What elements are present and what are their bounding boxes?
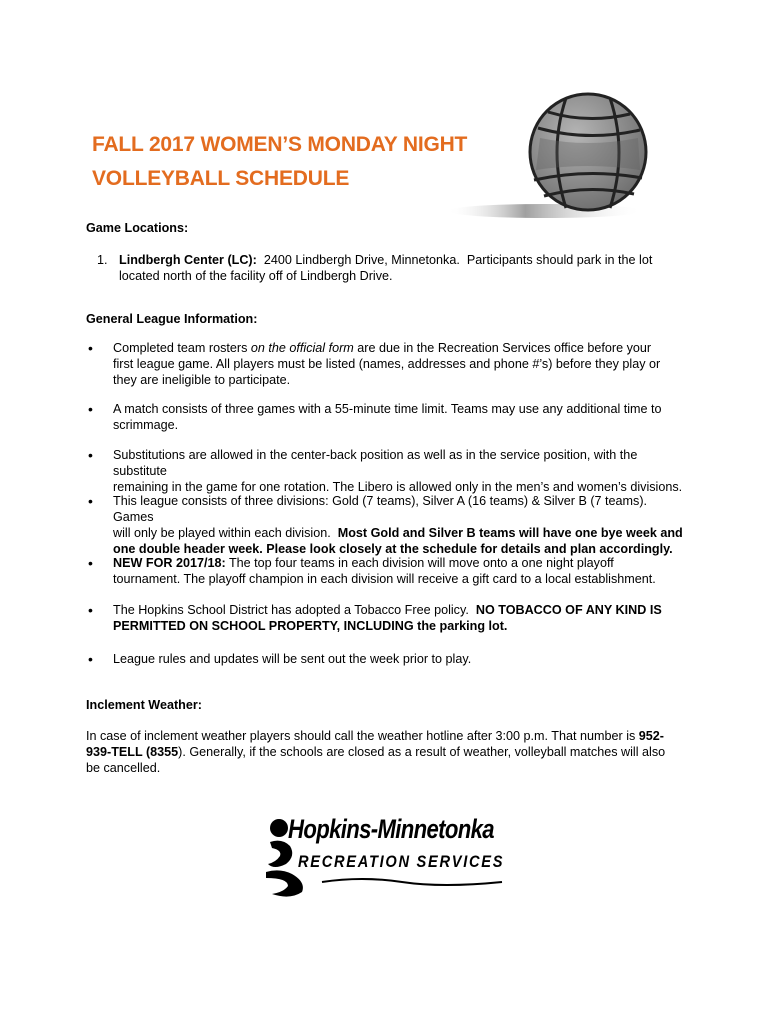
text: tournament. The playoff champion in each division will receive a gift card to a local establishment.: [113, 572, 656, 586]
bullet-icon: •: [88, 340, 93, 356]
text: In case of inclement weather players should call the weather hotline after 3:00 p.m. That number is: [86, 729, 639, 743]
text: League rules and updates will be sent out the week prior to play.: [113, 652, 472, 666]
text: The top four teams in each division will move onto a one night playoff: [225, 556, 614, 570]
list-item-rosters: [88, 340, 688, 388]
list-item-divisions: [88, 493, 688, 557]
title-line-1: FALL 2017 WOMEN’S MONDAY NIGHT: [92, 133, 468, 156]
text: A match consists of three games with a 55-minute time limit. Teams may use any additional time to: [113, 402, 662, 416]
general-info-heading: General League Information:: [86, 312, 258, 326]
location-address: 2400 Lindbergh Drive, Minnetonka. Participants should park in the lot: [256, 253, 653, 267]
text: The Hopkins School District has adopted a Tobacco Free policy.: [113, 603, 476, 617]
text: ). Generally, if the schools are closed as a result of weather, volleyball matches will also: [178, 745, 666, 759]
text: are due in the Recreation Services office before your: [353, 341, 652, 355]
location-number: 1.: [97, 253, 108, 267]
text: Completed team rosters: [113, 341, 251, 355]
list-item-match: [88, 401, 688, 433]
text: remaining in the game for one rotation. The Libero is allowed only in the men’s and women’s divisions.: [113, 480, 683, 494]
text: they are ineligible to participate.: [113, 373, 291, 387]
text-bold: NEW FOR 2017/18:: [113, 556, 226, 570]
text: be cancelled.: [86, 761, 161, 775]
text: will only be played within each division.: [113, 526, 338, 540]
game-locations-heading: Game Locations:: [86, 221, 189, 235]
list-item-tobacco: [88, 602, 688, 634]
list-item-league-rules: [88, 651, 688, 667]
bullet-icon: •: [88, 447, 93, 463]
location-name: Lindbergh Center (LC):: [119, 253, 257, 267]
text-bold: NO TOBACCO OF ANY KIND IS: [475, 603, 662, 617]
text-bold: one double header week. Please look closely at the schedule for details and plan accordingly.: [113, 542, 673, 556]
inclement-heading: Inclement Weather:: [86, 698, 202, 712]
location-parking: located north of the facility off of Lindbergh Drive.: [119, 269, 393, 283]
volleyball-icon: [440, 88, 680, 228]
list-item-substitutions: [88, 447, 688, 495]
text: This league consists of three divisions: Gold (7 teams), Silver A (16 teams) & Silver B (7 teams). Games: [113, 494, 648, 524]
bullet-icon: •: [88, 401, 93, 417]
inclement-paragraph: [86, 728, 676, 776]
text-bold: 952-: [638, 729, 665, 743]
text-bold: 939-TELL (8355: [86, 745, 179, 759]
list-item-new-for-2017: [88, 555, 688, 587]
bullet-icon: •: [88, 555, 93, 571]
text-italic: on the official form: [250, 341, 354, 355]
title-line-2: VOLLEYBALL SCHEDULE: [92, 167, 350, 190]
text: Substitutions are allowed in the center-back position as well as in the service position, with the substitute: [113, 448, 638, 478]
bullet-icon: •: [88, 493, 93, 509]
text-bold: PERMITTED ON SCHOOL PROPERTY, INCLUDING the parking lot.: [113, 619, 508, 633]
location-item: [97, 252, 677, 284]
bullet-icon: •: [88, 651, 93, 667]
bullet-icon: •: [88, 602, 93, 618]
text: scrimmage.: [113, 418, 179, 432]
text: first league game. All players must be listed (names, addresses and phone #’s) before they play or: [113, 357, 661, 371]
logo-subtitle: RECREATION SERVICES: [298, 852, 505, 871]
text-bold: Most Gold and Silver B teams will have one bye week and: [337, 526, 683, 540]
logo-name: Hopkins-Minnetonka: [288, 814, 494, 844]
